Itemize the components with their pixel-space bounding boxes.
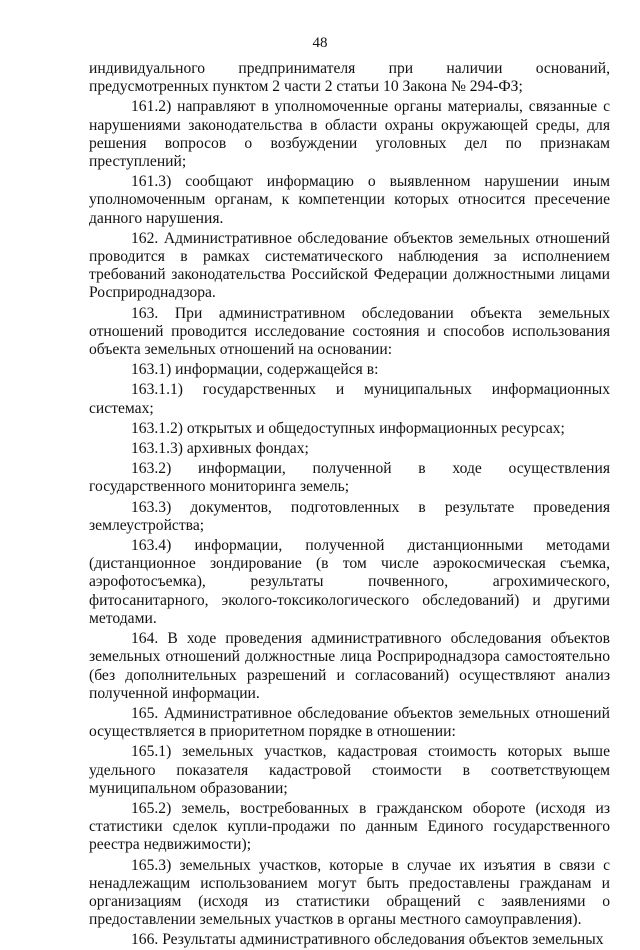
paragraph: 163.3) документов, подготовленных в результате проведения землеустройства; <box>89 498 610 534</box>
paragraph: 162. Административное обследование объектов земельных отношений проводится в рамках систематического наблюдения за исполнением требований законодательства Российской Федерации должностными лицами Росприроднадзора. <box>89 229 610 302</box>
paragraph: 163.1.2) открытых и общедоступных информационных ресурсах; <box>131 419 565 437</box>
paragraph: 163.1.3) архивных фондах; <box>131 440 309 458</box>
paragraph: 163.1) информации, содержащейся в: <box>131 361 379 379</box>
paragraph: 163. При административном обследовании объекта земельных отношений проводится исследование состояния и способов использования объекта земельных отношений на основании: <box>89 304 610 359</box>
paragraph: индивидуального предпринимателя при наличии оснований, предусмотренных пунктом 2 части 2 статьи 10 Закона № 294-ФЗ; <box>89 60 610 96</box>
paragraph: 163.4) информации, полученной дистанционными методами (дистанционное зондирование (в том числе аэрокосмическая съемка, аэрофотосъемка), результаты почвенного, агрохимического, фитосанитарного, эколого-токсикологического обследований) и другими методами. <box>89 537 610 627</box>
paragraph: 163.2) информации, полученной в ходе осуществления государственного мониторинга земель; <box>89 460 610 496</box>
paragraph: 165.1) земельных участков, кадастровая стоимость которых выше удельного показателя кадастровой стоимости в соответствующем муниципальном образовании; <box>89 743 610 797</box>
paragraph: 165. Административное обследование объектов земельных отношений осуществляется в приоритетном порядке в отношении: <box>89 704 610 741</box>
paragraph: 165.3) земельных участков, которые в случае их изъятия в связи с ненадлежащим использованием могут быть предоставлены гражданам и организациям (исходя из статистики обращений с заявлениями о предоставлении земельных участков в органы местного самоуправления). <box>89 856 610 929</box>
paragraph: 164. В ходе проведения административного обследования объектов земельных отношений должностные лица Росприроднадзора самостоятельно (без дополнительных разрешений и согласований) осуществляют анализ полученной информации. <box>89 630 610 702</box>
paragraph: 161.3) сообщают информацию о выявленном нарушении иным уполномоченным органам, к компетенции которых относится пресечение данного нарушения. <box>89 173 610 227</box>
document-body <box>89 60 610 950</box>
paragraph: 161.2) направляют в уполномоченные органы материалы, связанные с нарушениями законодательства в области охраны окружающей среды, для решения вопросов о возбуждении уголовных дел по признакам преступлений; <box>89 98 610 171</box>
page-number: 48 <box>312 35 328 51</box>
paragraph: 163.1.1) государственных и муниципальных информационных системах; <box>89 381 610 417</box>
paragraph: 165.2) земель, востребованных в гражданском обороте (исходя из статистики сделок купли-продажи по данным Единого государственного реестра недвижимости); <box>89 799 610 854</box>
paragraph: 166. Результаты административного обследования объектов земельных <box>131 931 604 949</box>
